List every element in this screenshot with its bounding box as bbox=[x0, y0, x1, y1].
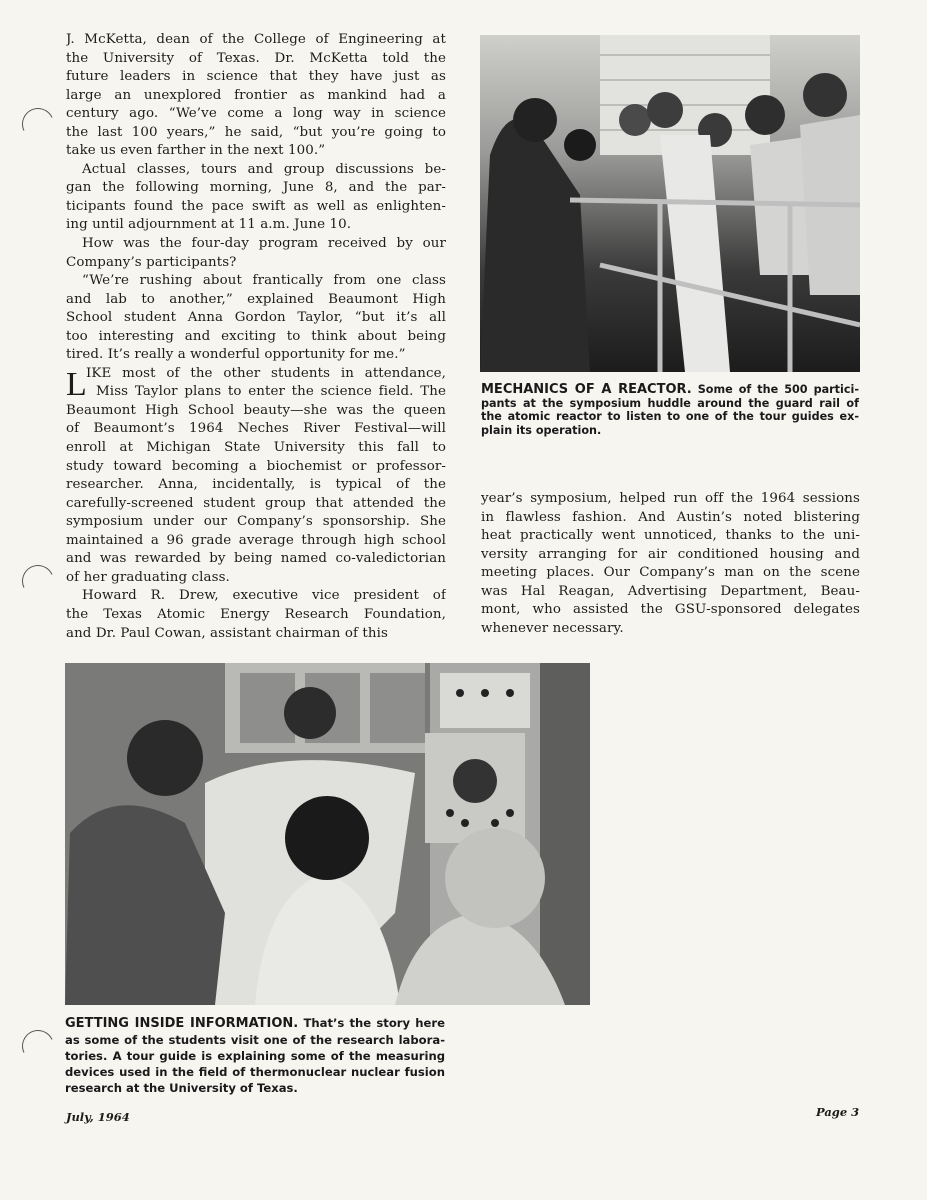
text-line: mont, who assisted the GSU-sponsored delegates bbox=[481, 602, 860, 618]
text-line: and lab to another,” explained Beaumont High bbox=[66, 291, 446, 307]
text-line: Actual classes, tours and group discussions be- bbox=[82, 161, 446, 177]
text-line: IKE most of the other students in attendance, bbox=[86, 365, 446, 381]
caption-title: MECHANICS OF A REACTOR. bbox=[481, 382, 692, 397]
text-line: the last 100 years,” he said, “but you’re going to bbox=[66, 124, 446, 140]
caption-title: GETTING INSIDE INFORMATION. bbox=[65, 1016, 299, 1031]
text-line: was Hal Reagan, Advertising Department, Beau- bbox=[481, 583, 860, 599]
punch-hole bbox=[17, 1025, 58, 1066]
text-line: of her graduating class. bbox=[66, 569, 230, 585]
text-line: meeting places. Our Company’s man on the scene bbox=[481, 565, 860, 581]
text-line: Company’s participants? bbox=[66, 254, 237, 270]
text-line: too interesting and exciting to think about being bbox=[66, 328, 446, 344]
text-line: How was the four-day program received by our bbox=[82, 236, 446, 252]
text-line: “We’re rushing about frantically from one class bbox=[82, 273, 446, 289]
text-line: Beaumont High School beauty—she was the queen bbox=[66, 402, 446, 418]
left-article-column bbox=[66, 31, 446, 643]
text-line: heat practically went unnoticed, thanks to the uni- bbox=[481, 528, 860, 544]
text-line: in flawless fashion. And Austin’s noted blistering bbox=[481, 509, 860, 525]
text-line: enroll at Michigan State University this fall to bbox=[66, 440, 446, 456]
text-line: tired. It’s really a wonderful opportunity for me.” bbox=[66, 347, 406, 363]
text-line: of Beaumont’s 1964 Neches River Festival—will bbox=[66, 421, 446, 437]
text-line: symposium under our Company’s sponsorship. She bbox=[66, 514, 446, 530]
text-line: J. McKetta, dean of the College of Engineering at bbox=[66, 32, 446, 47]
text-line: ing until adjournment at 11 a.m. June 10. bbox=[66, 217, 352, 233]
punch-hole bbox=[17, 103, 58, 144]
reactor-photo bbox=[480, 35, 860, 372]
text-line: and was rewarded by being named co-valedictorian bbox=[66, 551, 446, 567]
text-line: ticipants found the pace swift as well as enlighten- bbox=[66, 198, 446, 214]
caption-text: Some of the 500 participants at the symposium huddle around the guard rail of the atomic reactor to listen to one of the tour guides explain its operation. bbox=[481, 383, 859, 437]
right-article-column bbox=[481, 490, 860, 638]
text-line: whenever necessary. bbox=[481, 620, 624, 636]
drop-cap: L bbox=[66, 365, 87, 403]
text-line: take us even farther in the next 100.” bbox=[66, 143, 326, 159]
text-line: future leaders in science that they have just as bbox=[66, 69, 446, 85]
text-line: study toward becoming a biochemist or professor- bbox=[66, 458, 446, 474]
text-line: maintained a 96 grade average through high school bbox=[66, 532, 446, 548]
laboratory-photo-caption bbox=[65, 1015, 445, 1096]
text-line: Miss Taylor plans to enter the science field. The bbox=[96, 384, 446, 400]
text-line: versity arranging for air conditioned housing and bbox=[481, 546, 860, 562]
page-number: Page 3 bbox=[816, 1105, 860, 1119]
issue-date: July, 1964 bbox=[66, 1110, 130, 1124]
caption-text: That’s the story here as some of the students visit one of the research laboratories. A tour guide is explaining some of the measuring devices used in the field of thermonuclear nuclear fusion research at the University of Texas. bbox=[65, 1016, 445, 1095]
text-line: School student Anna Gordon Taylor, “but it’s all bbox=[66, 310, 446, 326]
text-line: Howard R. Drew, executive vice president of bbox=[82, 588, 446, 604]
text-line: century ago. “We’ve come a long way in science bbox=[66, 106, 446, 122]
text-line: gan the following morning, June 8, and the par- bbox=[66, 180, 446, 196]
text-line: carefully-screened student group that attended the bbox=[66, 495, 446, 511]
text-line: the Texas Atomic Energy Research Foundation, bbox=[66, 606, 446, 622]
text-line: year’s symposium, helped run off the 1964 sessions bbox=[481, 491, 860, 506]
text-line: and Dr. Paul Cowan, assistant chairman of this bbox=[66, 625, 388, 641]
text-line: researcher. Anna, incidentally, is typical of the bbox=[66, 477, 446, 493]
laboratory-photo bbox=[65, 663, 590, 1005]
text-line: the University of Texas. Dr. McKetta told the bbox=[66, 50, 446, 66]
text-line: large an unexplored frontier as mankind had a bbox=[66, 87, 446, 103]
punch-hole bbox=[17, 560, 58, 601]
reactor-photo-caption bbox=[481, 383, 859, 437]
